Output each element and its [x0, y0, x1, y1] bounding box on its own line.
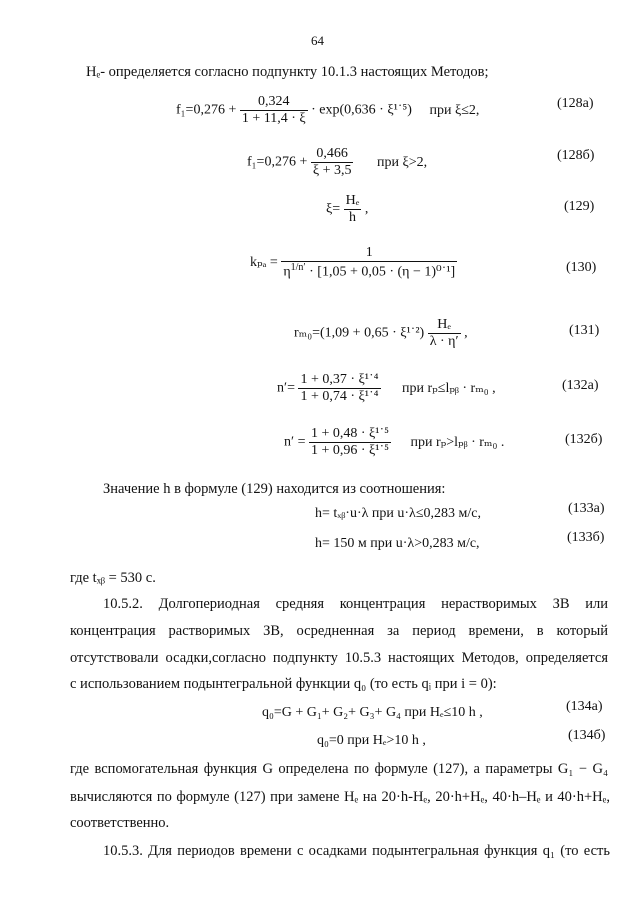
formula-132a-numerator: 1 + 0,37 · ξ¹˙⁴: [300, 372, 379, 387]
formula-128b-lhs: f₁=0,276 +: [247, 154, 308, 170]
formula-130-fraction: [281, 245, 457, 281]
formula-132b-fraction: [309, 426, 391, 459]
formula-128a-lhs: f₁=0,276 +: [176, 102, 237, 118]
formula-130-numerator: 1: [281, 245, 457, 262]
page-number: 64: [311, 33, 324, 48]
formula-128a-exp: · exp(0,636 · ξ¹˙⁵): [311, 102, 412, 118]
h-intro-line: Значение h в формуле (129) находится из соотношения:: [103, 481, 446, 497]
formula-128b-condition: при ξ>2,: [376, 154, 428, 170]
formula-134a-label: (134а): [566, 699, 603, 714]
formula-133b-label: (133б): [567, 530, 605, 545]
formula-132b-condition: при rₚ>lₚᵦ · rₘ₀ .: [410, 434, 505, 450]
formula-134a: q₀=G + G₁+ G₂+ G₃+ G₄ при Hₑ≤10 h ,: [262, 705, 483, 720]
formula-130: [250, 245, 457, 281]
formula-128b-numerator: 0,466: [311, 146, 354, 163]
formula-132b: [284, 426, 504, 459]
para-1053-line-1: 10.5.3. Для периодов времени с осадками подынтегральная функция q₁ (то есть: [103, 843, 610, 859]
para-1052-line-3: отсутствовали осадки,согласно подпункту 10.5.3 настоящих Методов, определяется: [70, 650, 608, 666]
formula-131-label: (131): [569, 323, 600, 338]
formula-130-denominator: $\eta^{1/n'} \cdot [1,05 + 0,05 \cdot (\eta$ − 1)⁰˙¹]: [283, 262, 456, 280]
formula-128b-fraction: [311, 146, 354, 179]
formula-132b-denominator: 1 + 0,96 · ξ¹˙⁵: [310, 443, 390, 458]
formula-129-denominator: h: [348, 210, 356, 225]
formula-133a: h= tₓᵦ·u·λ при u·λ≤0,283 м/с,: [315, 506, 481, 521]
para-2-line-1: где вспомогательная функция G определена по формуле (127), а параметры G₁ − G₄: [70, 761, 608, 777]
formula-130-lhs: kₚₐ =: [250, 255, 278, 271]
formula-133b: h= 150 м при u·λ>0,283 м/с,: [315, 536, 480, 551]
formula-128a-condition: при ξ≤2,: [429, 102, 480, 118]
formula-128a-fraction: [240, 94, 308, 127]
formula-131-denominator: λ · η′: [429, 334, 459, 349]
formula-128a-denominator: 1 + 11,4 · ξ: [241, 111, 306, 126]
formula-132a-condition: при rₚ≤lₚᵦ · rₘ₀ ,: [402, 380, 496, 396]
formula-132b-label: (132б): [565, 432, 603, 447]
para-1052-line-2: концентрация растворимых ЗВ, осредненная за период времени, в который: [70, 623, 608, 639]
formula-131-lhs: rₘ₀=(1,09 + 0,65 · ξ¹˙²): [294, 325, 425, 341]
formula-132a-denominator: 1 + 0,74 · ξ¹˙⁴: [300, 389, 379, 404]
he-definition-line: Hₑ- определяется согласно подпункту 10.1.3 настоящих Методов;: [86, 64, 489, 80]
tzv-line: где tₓᵦ = 530 с.: [70, 570, 156, 586]
formula-131-tail: ,: [464, 325, 468, 341]
formula-130-eta: η: [283, 264, 291, 280]
formula-131-numerator: Hₑ: [428, 317, 461, 334]
formula-134b-label: (134б): [568, 728, 606, 743]
formula-128a: [176, 94, 479, 127]
para-1052-line-1: 10.5.2. Долгопериодная средняя концентрация нерастворимых ЗВ или: [103, 596, 608, 612]
formula-129-numerator: Hₑ: [345, 193, 360, 208]
formula-128b-denominator: ξ + 3,5: [312, 163, 352, 178]
formula-129-label: (129): [564, 199, 595, 214]
para-2-line-3: соответственно.: [70, 815, 170, 831]
formula-129-tail: ,: [364, 201, 369, 217]
formula-132b-numerator: 1 + 0,48 · ξ¹˙⁵: [310, 426, 390, 441]
formula-129: [326, 193, 368, 226]
formula-128b-label: (128б): [557, 148, 595, 163]
formula-130-bracket: · [1,05 + 0,05 · (η − 1)⁰˙¹]: [309, 264, 456, 280]
formula-132b-lhs: n′ =: [284, 434, 306, 450]
para-2-line-2: вычисляются по формуле (127) при замене Hₑ на 20·h-Hₑ, 20·h+Hₑ, 40·h–Hₑ и 40·h+Hₑ,: [70, 789, 610, 805]
formula-128a-numerator: 0,324: [240, 94, 308, 111]
formula-132a-lhs: n′=: [277, 380, 295, 396]
formula-129-lhs: ξ=: [326, 201, 341, 217]
formula-132a: [277, 372, 496, 405]
formula-128a-label: (128а): [557, 96, 594, 111]
formula-134b: q₀=0 при Hₑ>10 h ,: [317, 733, 426, 748]
formula-131-fraction: [428, 317, 461, 350]
formula-133a-label: (133а): [568, 501, 605, 516]
formula-132a-fraction: [298, 372, 380, 405]
formula-128b: [247, 146, 427, 179]
formula-130-label: (130): [566, 260, 597, 275]
formula-132a-label: (132а): [562, 378, 599, 393]
para-1052-line-4: с использованием подынтегральной функции q₀ (то есть qᵢ при i = 0):: [70, 676, 497, 692]
formula-129-fraction: [344, 193, 362, 226]
formula-131: [294, 317, 468, 350]
